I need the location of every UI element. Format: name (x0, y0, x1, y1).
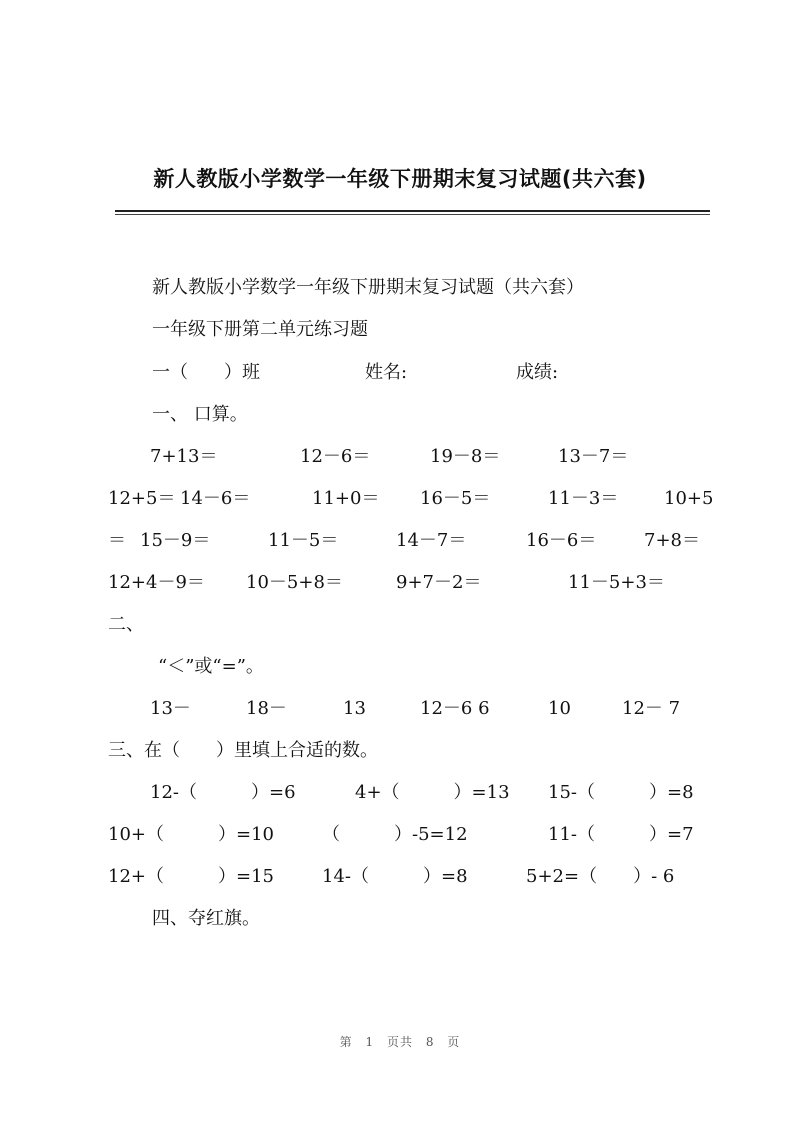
problem: 11－5＝ (268, 530, 339, 551)
fill-blank-item: 11-（ ）=7 (548, 824, 694, 845)
comparison-item: 13－ (150, 698, 191, 719)
document-subtitle: 新人教版小学数学一年级下册期末复习试题（共六套） (152, 277, 584, 298)
fill-blank-item: 4+（ ）=13 (355, 782, 510, 803)
fill-blank-item: （ ）-5=12 (322, 824, 468, 845)
footer-total-pages: 8 (425, 1035, 435, 1049)
fill-blank-item: 12-（ ）=6 (150, 782, 296, 803)
problem: 12－6＝ (300, 446, 371, 467)
problem: 14－7＝ (396, 530, 467, 551)
name-label: 姓名: (365, 362, 408, 383)
section3-title: 三、在（ ）里填上合适的数。 (108, 740, 378, 761)
section1-title: 一、 口算。 (152, 404, 248, 425)
problem: 12+5＝ (108, 488, 176, 509)
problem: 9+7－2＝ (396, 572, 482, 593)
footer-suffix: 页 (447, 1035, 461, 1049)
section2-title: 二、 (108, 614, 144, 635)
comparison-item: 13 (343, 698, 366, 719)
document-title: 新人教版小学数学一年级下册期末复习试题(共六套) (153, 167, 647, 191)
comparison-item: 10 (548, 698, 571, 719)
section4-title: 四、夺红旗。 (152, 908, 260, 929)
class-label: 一（ ）班 (152, 362, 260, 383)
title-rule-thin (115, 214, 710, 215)
comparison-item: 12－6 6 (420, 698, 490, 719)
fill-blank-item: 10+（ ）=10 (108, 824, 274, 845)
title-rule-thick (115, 210, 710, 212)
footer-prefix: 第 (339, 1035, 353, 1049)
comparison-item: 18－ (246, 698, 287, 719)
problem: 16－6＝ (526, 530, 597, 551)
unit-title: 一年级下册第二单元练习题 (152, 319, 368, 340)
problem: 15－9＝ (140, 530, 211, 551)
fill-blank-item: 14-（ ）=8 (322, 866, 468, 887)
problem: 19－8＝ (430, 446, 501, 467)
fill-blank-item: 12+（ ）=15 (108, 866, 274, 887)
problem: 12+4－9＝ (108, 572, 205, 593)
footer-middle: 页共 (386, 1035, 413, 1049)
problem: 14－6＝ (180, 488, 251, 509)
problem: 10－5+8＝ (246, 572, 343, 593)
fill-blank-item: 5+2=（ ）- 6 (526, 866, 675, 887)
problem: 11－5+3＝ (568, 572, 665, 593)
problem: 13－7＝ (558, 446, 629, 467)
problem: ＝ (108, 530, 126, 551)
footer-page-number: 1 (365, 1035, 375, 1049)
page-footer (0, 1033, 800, 1050)
problem: 7+13＝ (150, 446, 218, 467)
problem: 10+5 (664, 488, 714, 509)
problem: 7+8＝ (644, 530, 700, 551)
score-label: 成绩: (516, 362, 559, 383)
problem: 11－3＝ (548, 488, 619, 509)
fill-blank-item: 15-（ ）=8 (548, 782, 694, 803)
problem: 16－5＝ (420, 488, 491, 509)
comparison-item: 12－ 7 (622, 698, 681, 719)
section2-instruction: “＜”或“=”。 (158, 656, 264, 677)
problem: 11+0＝ (312, 488, 380, 509)
